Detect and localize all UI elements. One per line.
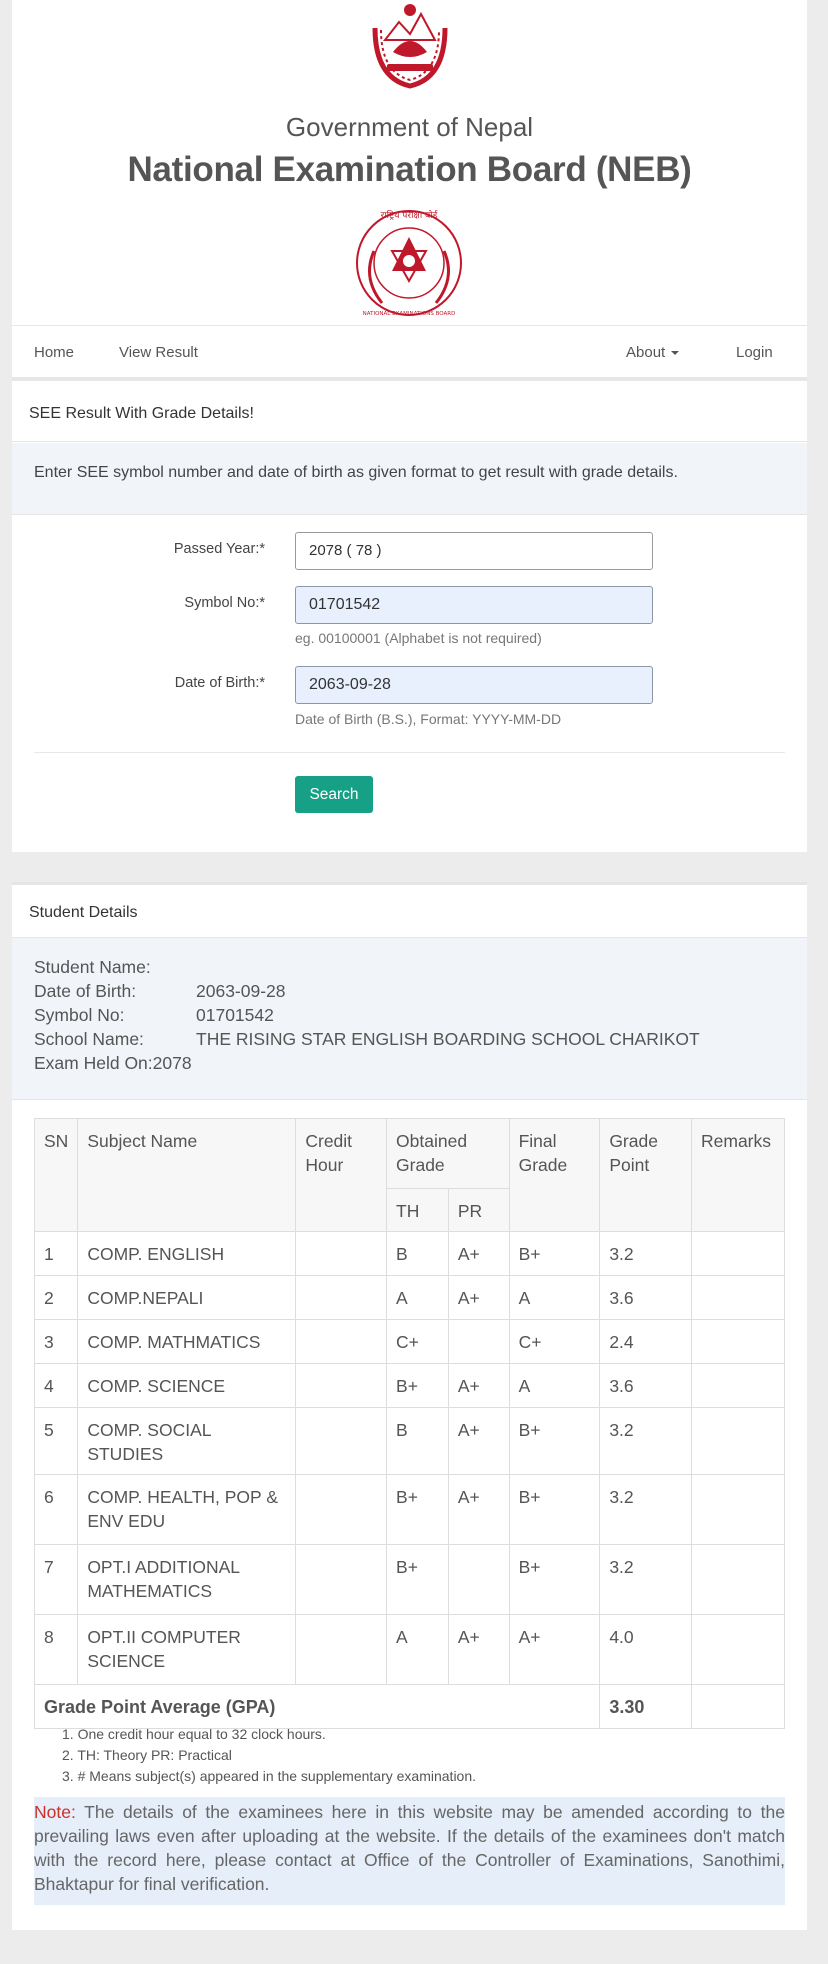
cell-credit (296, 1320, 387, 1364)
cell-subject: COMP.NEPALI (78, 1276, 296, 1320)
cell-remarks (692, 1615, 785, 1685)
cell-sn: 3 (35, 1320, 78, 1364)
cell-th: C+ (387, 1320, 449, 1364)
cell-credit (296, 1615, 387, 1685)
cell-sn: 5 (35, 1408, 78, 1475)
cell-point: 3.2 (600, 1232, 692, 1276)
col-remarks: Remarks (692, 1119, 785, 1232)
cell-th: B+ (387, 1364, 449, 1408)
cell-sn: 6 (35, 1475, 78, 1545)
symbol-no-input[interactable]: 01701542 (295, 586, 653, 624)
footnote-item: 2. TH: Theory PR: Practical (62, 1747, 232, 1763)
cell-sn: 4 (35, 1364, 78, 1408)
cell-th: A (387, 1276, 449, 1320)
form-divider (34, 752, 785, 753)
symbol-detail-label: Symbol No: (34, 1005, 125, 1025)
student-details-title: Student Details (29, 904, 138, 921)
neb-seal-icon (352, 203, 467, 321)
nepal-emblem-icon (357, 0, 463, 90)
cell-th: B+ (387, 1545, 449, 1615)
dob-detail-label: Date of Birth: (34, 981, 137, 1001)
cell-point: 3.2 (600, 1545, 692, 1615)
dob-input[interactable]: 2063-09-28 (295, 666, 653, 704)
col-sn: SN (35, 1119, 78, 1232)
table-row (35, 1475, 785, 1545)
seal-text-top: राष्ट्रिय परीक्षा बोर्ड (380, 211, 438, 221)
cell-final: B+ (509, 1545, 600, 1615)
student-details-box (12, 938, 807, 1100)
cell-point: 3.2 (600, 1408, 692, 1475)
cell-subject: COMP. SCIENCE (78, 1364, 296, 1408)
cell-sn: 7 (35, 1545, 78, 1615)
exam-held-label: Exam Held On: (34, 1053, 153, 1073)
cell-pr: A+ (448, 1232, 509, 1276)
cell-subject: COMP. MATHMATICS (78, 1320, 296, 1364)
cell-subject: OPT.II COMPUTER SCIENCE (78, 1615, 296, 1685)
cell-sn: 2 (35, 1276, 78, 1320)
search-panel-title: SEE Result With Grade Details! (29, 405, 254, 422)
col-pr: PR (448, 1189, 509, 1232)
symbol-no-help: eg. 00100001 (Alphabet is not required) (295, 630, 542, 646)
cell-point: 3.2 (600, 1475, 692, 1545)
nav-about-label: About (626, 344, 666, 361)
cell-final: A (509, 1364, 600, 1408)
cell-remarks (692, 1320, 785, 1364)
dob-label: Date of Birth:* (174, 675, 265, 691)
table-row (35, 1364, 785, 1408)
gpa-label: Grade Point Average (GPA) (35, 1685, 600, 1729)
cell-subject: OPT.I ADDITIONAL MATHEMATICS (78, 1545, 296, 1615)
page (12, 0, 807, 1930)
table-row (35, 1545, 785, 1615)
col-obtained: Obtained Grade (387, 1119, 510, 1189)
cell-th: B+ (387, 1475, 449, 1545)
cell-subject: COMP. SOCIAL STUDIES (78, 1408, 296, 1475)
symbol-no-label: Symbol No:* (184, 595, 265, 611)
passed-year-select[interactable]: 2078 ( 78 ) (295, 532, 653, 570)
table-row (35, 1276, 785, 1320)
nav-login[interactable]: Login (736, 344, 773, 361)
cell-subject: COMP. ENGLISH (78, 1232, 296, 1276)
cell-final: B+ (509, 1475, 600, 1545)
cell-pr: A+ (448, 1408, 509, 1475)
dob-detail-value: 2063-09-28 (196, 981, 286, 1001)
exam-held-detail (34, 1053, 192, 1074)
cell-pr (448, 1320, 509, 1364)
cell-remarks (692, 1408, 785, 1475)
cell-remarks (692, 1475, 785, 1545)
table-row (35, 1408, 785, 1475)
search-instruction: Enter SEE symbol number and date of birth as given format to get result with grade details. (34, 464, 678, 481)
footnotes (62, 1724, 476, 1787)
col-point: Grade Point (600, 1119, 692, 1232)
cell-sn: 8 (35, 1615, 78, 1685)
cell-credit (296, 1545, 387, 1615)
school-name-value: THE RISING STAR ENGLISH BOARDING SCHOOL CHARIKOT (196, 1029, 700, 1049)
cell-credit (296, 1232, 387, 1276)
table-row (35, 1320, 785, 1364)
search-instruction-box (12, 443, 807, 515)
cell-point: 3.6 (600, 1276, 692, 1320)
dob-help: Date of Birth (B.S.), Format: YYYY-MM-DD (295, 711, 562, 727)
page-bottom (0, 1930, 828, 1964)
cell-final: B+ (509, 1232, 600, 1276)
symbol-detail-value: 01701542 (196, 1005, 274, 1025)
navbar (12, 325, 807, 381)
nav-about-dropdown[interactable] (626, 344, 679, 361)
cell-final: B+ (509, 1408, 600, 1475)
exam-held-value: 2078 (152, 1053, 192, 1073)
cell-pr: A+ (448, 1475, 509, 1545)
cell-final: A (509, 1276, 600, 1320)
note-label: Note: (34, 1802, 76, 1822)
note-text: The details of the examinees here in this website may be amended according to the prevailing laws even after uploading at the website. If the details of the examinees don't match with the record here, please contact at Office of the Controller of Examinations, Sanothimi, Bhaktapur for final verification. (34, 1802, 785, 1894)
gpa-remarks (692, 1685, 785, 1729)
cell-point: 2.4 (600, 1320, 692, 1364)
col-th: TH (387, 1189, 449, 1232)
caret-down-icon (671, 351, 679, 355)
cell-remarks (692, 1364, 785, 1408)
cell-point: 4.0 (600, 1615, 692, 1685)
col-final: Final Grade (509, 1119, 600, 1232)
cell-subject: COMP. HEALTH, POP & ENV EDU (78, 1475, 296, 1545)
cell-remarks (692, 1232, 785, 1276)
passed-year-label: Passed Year:* (173, 541, 265, 557)
cell-credit (296, 1475, 387, 1545)
board-title: National Examination Board (NEB) (127, 150, 692, 189)
grades-table (34, 1118, 785, 1729)
cell-th: B (387, 1232, 449, 1276)
disclaimer-note (34, 1797, 785, 1905)
search-button[interactable]: Search (295, 776, 373, 813)
cell-pr: A+ (448, 1615, 509, 1685)
nav-home[interactable]: Home (34, 344, 75, 361)
cell-pr (448, 1545, 509, 1615)
cell-point: 3.6 (600, 1364, 692, 1408)
student-name-label: Student Name: (34, 957, 151, 977)
col-credit: Credit Hour (296, 1119, 387, 1232)
cell-remarks (692, 1276, 785, 1320)
search-panel-heading (12, 386, 807, 442)
gpa-value: 3.30 (600, 1685, 692, 1729)
section-gap (12, 852, 807, 882)
footnote-item: 3. # Means subject(s) appeared in the supplementary examination. (62, 1768, 477, 1784)
table-row (35, 1615, 785, 1685)
cell-pr: A+ (448, 1364, 509, 1408)
cell-remarks (692, 1545, 785, 1615)
cell-final: A+ (509, 1615, 600, 1685)
col-subject: Subject Name (78, 1119, 296, 1232)
cell-th: B (387, 1408, 449, 1475)
student-details-heading (12, 882, 807, 938)
school-name-label: School Name: (34, 1029, 144, 1049)
nav-view-result[interactable]: View Result (119, 344, 198, 361)
seal-text-bottom: NATIONAL EXAMINATIONS BOARD (362, 311, 456, 317)
cell-credit (296, 1364, 387, 1408)
government-title: Government of Nepal (285, 112, 534, 142)
cell-sn: 1 (35, 1232, 78, 1276)
cell-th: A (387, 1615, 449, 1685)
cell-pr: A+ (448, 1276, 509, 1320)
table-row (35, 1232, 785, 1276)
cell-credit (296, 1408, 387, 1475)
footnote-item: 1. One credit hour equal to 32 clock hours. (62, 1726, 326, 1742)
cell-final: C+ (509, 1320, 600, 1364)
cell-credit (296, 1276, 387, 1320)
